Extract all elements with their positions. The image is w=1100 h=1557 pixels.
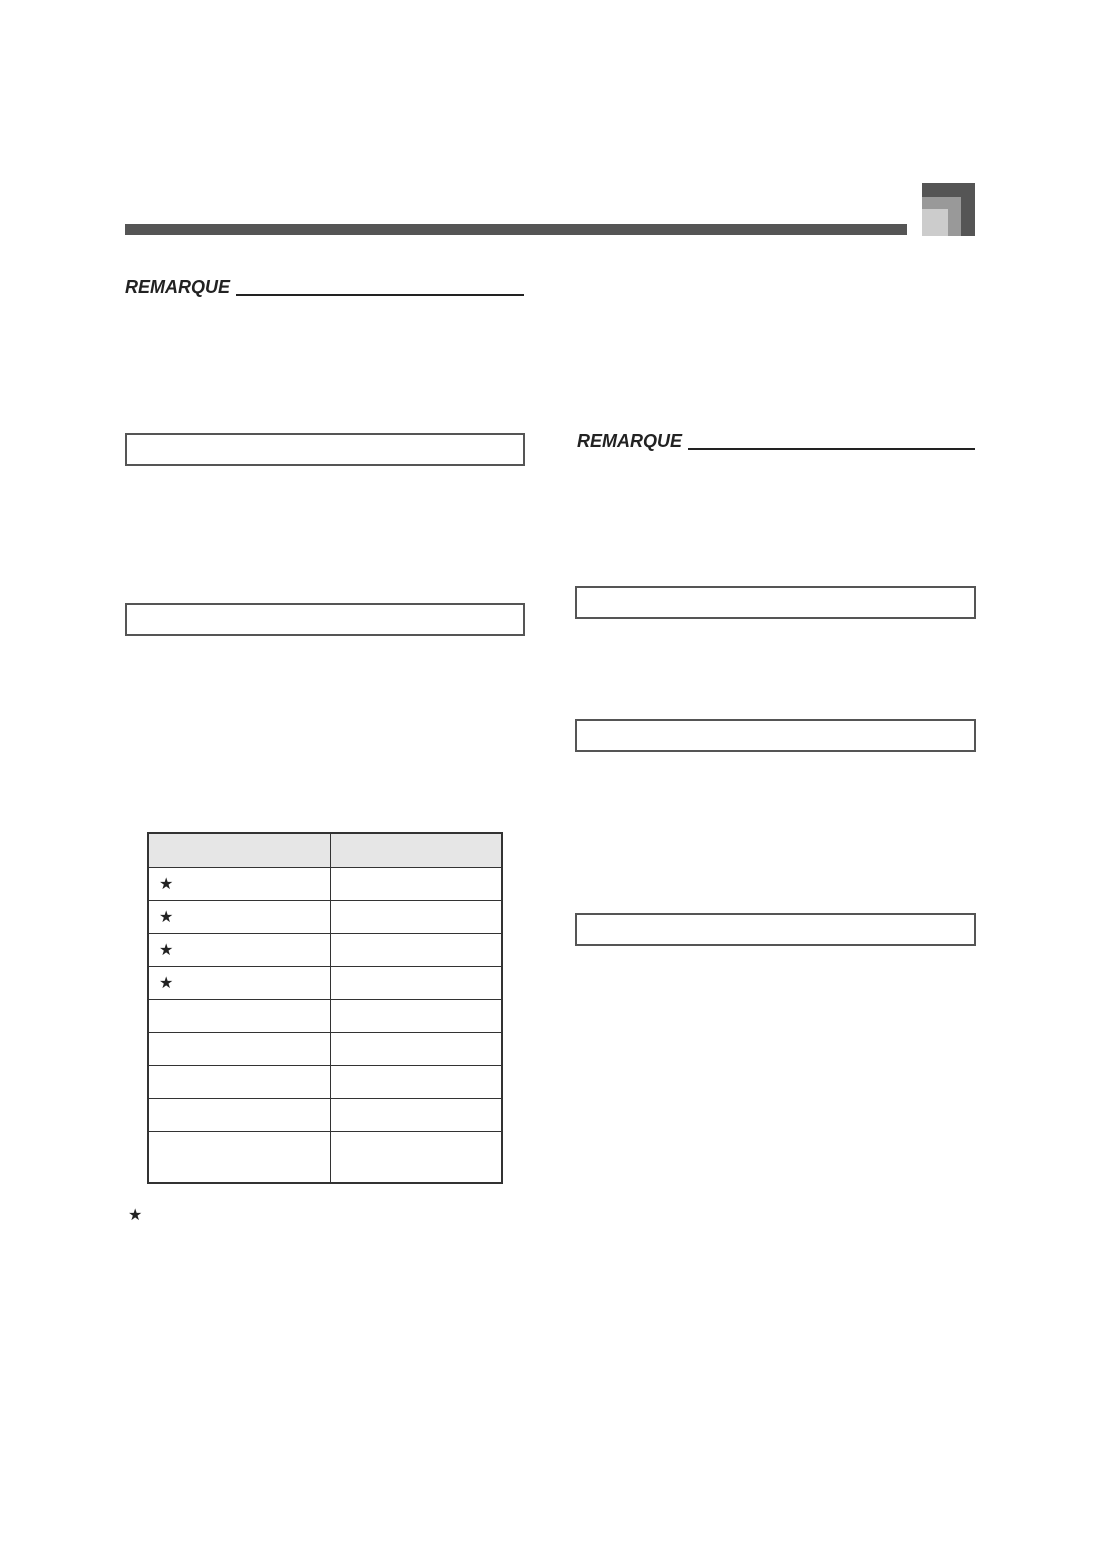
table-cell	[331, 901, 503, 934]
star-icon: ★	[159, 909, 174, 926]
table-cell	[148, 1099, 331, 1132]
table-header-cell	[331, 833, 503, 868]
table-cell	[331, 1033, 503, 1066]
table-cell	[331, 1066, 503, 1099]
remarque-label: REMARQUE	[125, 277, 231, 297]
empty-box-1	[125, 433, 525, 466]
table-row	[148, 901, 502, 934]
header-rule	[125, 224, 907, 235]
corner-square-light	[922, 209, 948, 236]
empty-box-5	[575, 913, 976, 946]
star-icon: ★	[159, 942, 174, 959]
table-header-row	[148, 833, 502, 868]
table-cell	[331, 1000, 503, 1033]
table-row	[148, 1066, 502, 1099]
table-cell	[148, 1132, 331, 1184]
table-row	[148, 1099, 502, 1132]
table-cell	[148, 901, 331, 934]
table-row	[148, 1033, 502, 1066]
table-cell	[331, 1132, 503, 1184]
remarque-rule	[688, 448, 975, 450]
table-cell	[148, 1033, 331, 1066]
empty-box-4	[575, 719, 976, 752]
table-cell	[148, 1000, 331, 1033]
table-cell	[148, 934, 331, 967]
table-cell	[331, 967, 503, 1000]
table-row	[148, 934, 502, 967]
table-cell	[148, 868, 331, 901]
table-cell	[331, 1099, 503, 1132]
corner-tab-graphic	[922, 183, 975, 236]
table-header-cell	[148, 833, 331, 868]
data-table	[147, 832, 503, 1184]
table-row	[148, 868, 502, 901]
remarque-heading-right	[577, 426, 975, 450]
remarque-label: REMARQUE	[577, 431, 683, 451]
table-cell	[148, 967, 331, 1000]
empty-box-2	[125, 603, 525, 636]
remarque-rule	[236, 294, 524, 296]
empty-box-3	[575, 586, 976, 619]
remarque-heading-left	[125, 272, 524, 296]
table-cell	[331, 934, 503, 967]
star-icon: ★	[159, 975, 174, 992]
table-row	[148, 967, 502, 1000]
star-icon: ★	[159, 876, 174, 893]
table-row	[148, 1000, 502, 1033]
table-cell	[148, 1066, 331, 1099]
table-cell	[331, 868, 503, 901]
table-row	[148, 1132, 502, 1184]
footnote-star-icon: ★	[128, 1207, 143, 1224]
